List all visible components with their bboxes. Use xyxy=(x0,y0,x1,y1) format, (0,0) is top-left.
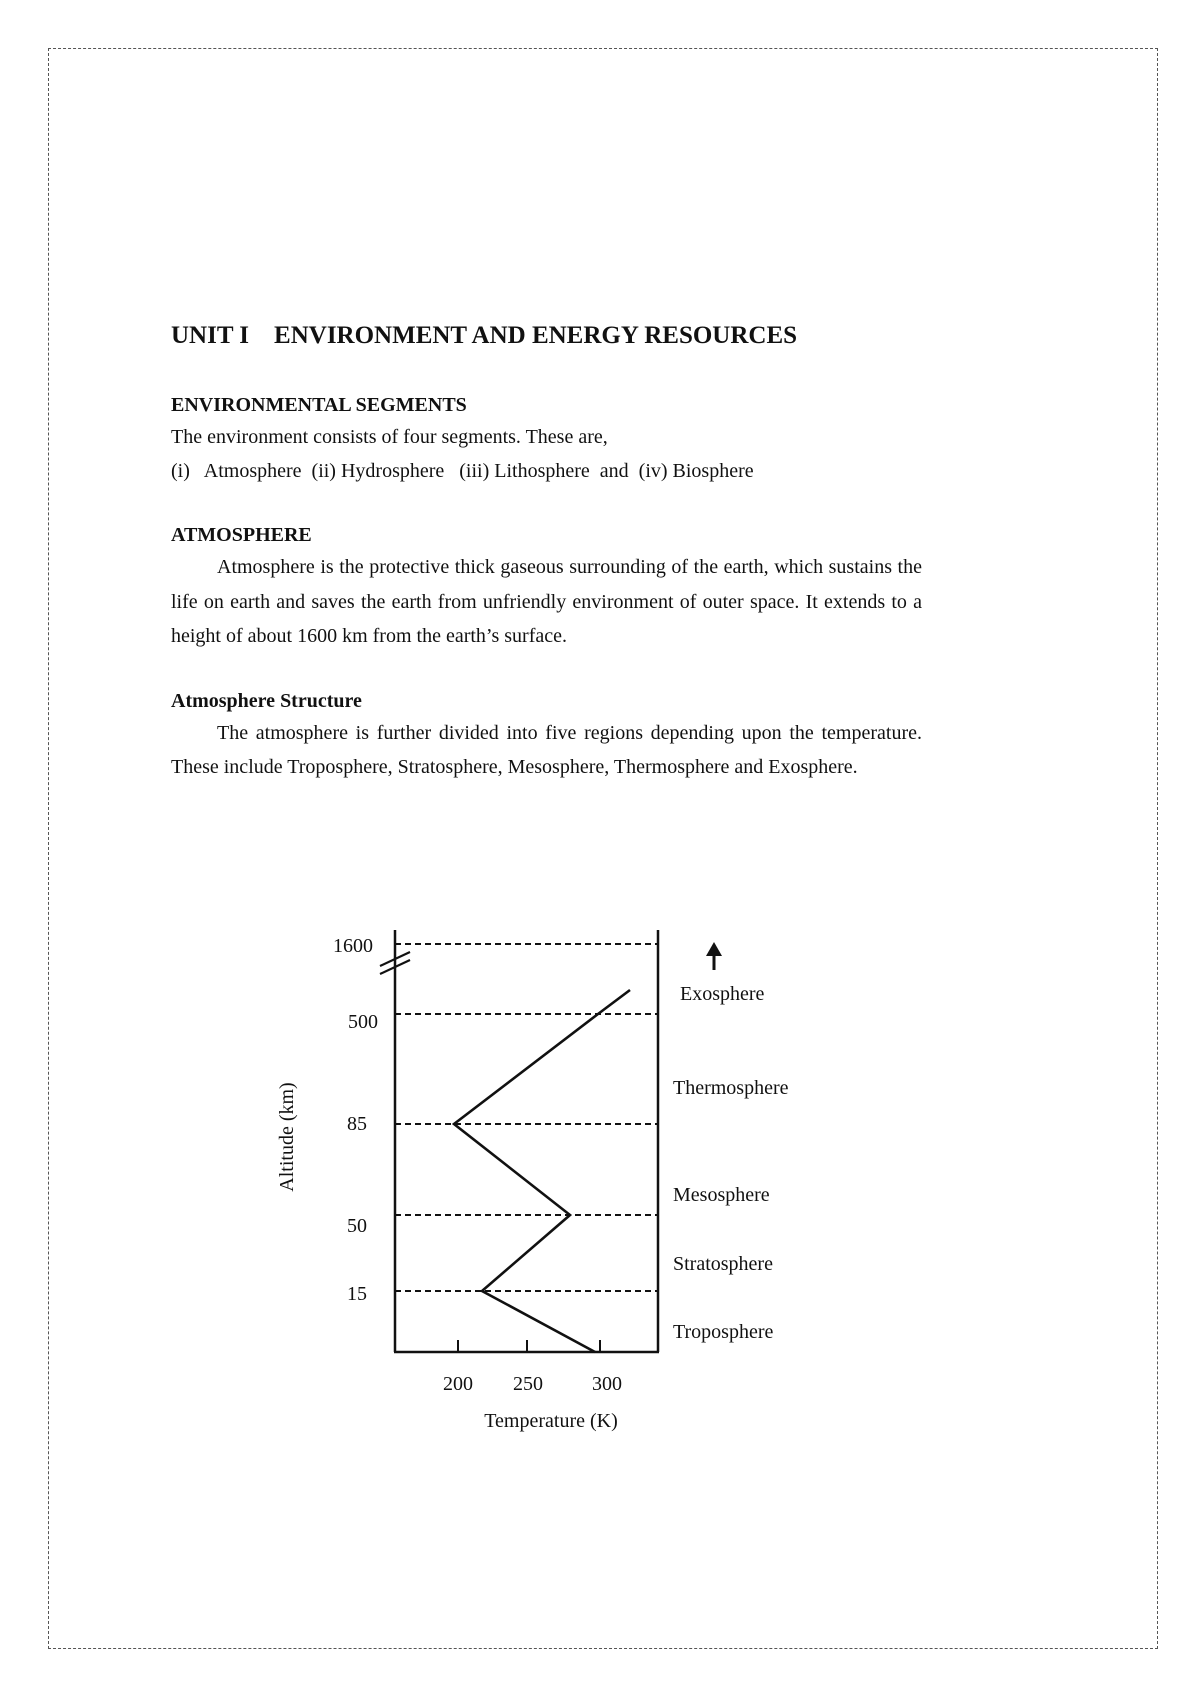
atmosphere-paragraph: Atmosphere is the protective thick gaseous surrounding of the earth, which sustains the life on earth and saves the earth from unfriendly environment of outer space. It extends to a height of about 1600 km from the earth’s surface. xyxy=(171,556,922,647)
structure-paragraph: The atmosphere is further divided into five regions depending upon the temperature. These include Troposphere, Stratosphere, Mesosphere, Thermosphere and Exosphere. xyxy=(171,721,922,778)
temperature-tick-label: 300 xyxy=(592,1373,622,1395)
temperature-tick-label: 200 xyxy=(443,1373,473,1395)
region-label-troposphere: Troposphere xyxy=(673,1321,774,1343)
atmosphere-heading: ATMOSPHERE xyxy=(171,524,312,546)
region-label-thermosphere: Thermosphere xyxy=(673,1077,789,1099)
altitude-tick-label: 85 xyxy=(347,1113,367,1135)
x-axis-label: Temperature (K) xyxy=(484,1410,618,1432)
segments-intro: The environment consists of four segments. These are, xyxy=(171,426,608,448)
altitude-tick-label: 1600 xyxy=(333,935,373,957)
document-body xyxy=(171,318,922,785)
region-label-mesosphere: Mesosphere xyxy=(673,1184,770,1206)
unit-title: UNIT I ENVIRONMENT AND ENERGY RESOURCES xyxy=(171,322,798,349)
page-border xyxy=(48,48,1158,1649)
y-axis-label: Altitude (km) xyxy=(276,1082,298,1192)
altitude-tick-label: 500 xyxy=(348,1011,378,1033)
region-label-exosphere: Exosphere xyxy=(680,983,765,1005)
temperature-tick-label: 250 xyxy=(513,1373,543,1395)
structure-heading: Atmosphere Structure xyxy=(171,689,362,712)
region-label-stratosphere: Stratosphere xyxy=(673,1253,773,1275)
segments-list: (i) Atmosphere (ii) Hydrosphere (iii) Lithosphere and (iv) Biosphere xyxy=(171,460,754,482)
altitude-tick-label: 50 xyxy=(347,1215,367,1237)
altitude-tick-label: 15 xyxy=(347,1283,367,1305)
segments-heading: ENVIRONMENTAL SEGMENTS xyxy=(171,394,467,416)
